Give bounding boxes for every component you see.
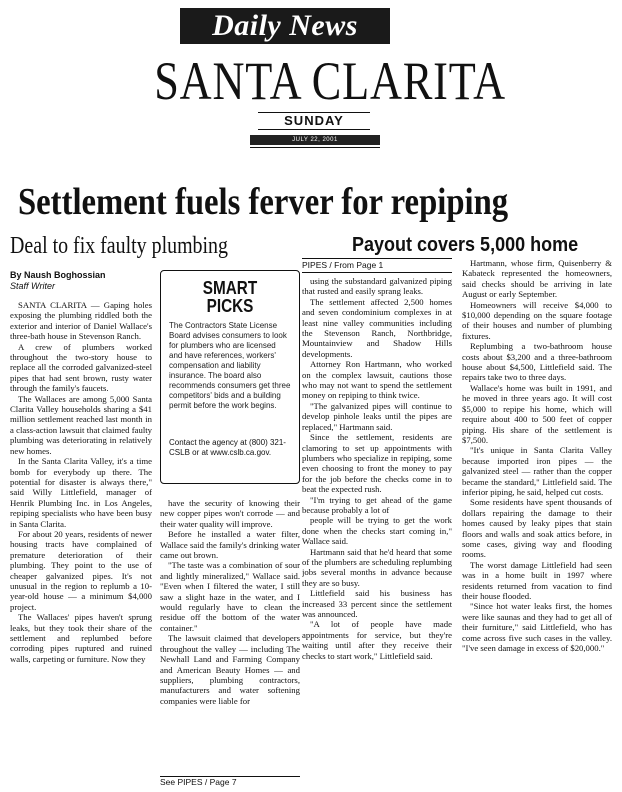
- jump-line-see: See PIPES / Page 7: [160, 776, 300, 787]
- paragraph: Since the settlement, residents are clamoring to set up appointments with plumbers who specialize in repiping, some even choosing to front the money to pay for the job before the checks come in to beat the expected rush.: [302, 432, 452, 495]
- paragraph: Before he installed a water filter, Wallace said the family's drinking water came out brown.: [160, 529, 300, 561]
- smart-picks-title-line1: SMART: [202, 278, 258, 298]
- paragraph: "The taste was a combination of sour and lightly mineralized," Wallace said. "Even when I filtered the water, I still saw a slight haze in the water, and I would regularly have to clean the residue off the bottom of the water container.": [160, 560, 300, 633]
- paragraph: Hartmann, whose firm, Quisenberry & Kabateck represented the homeowners, said checks should be arriving in late August or early September.: [462, 258, 612, 300]
- byline: [10, 270, 106, 292]
- paragraph: Homeowners will receive $4,000 to $10,000 depending on the square footage of their houses and number of plumbing fixtures.: [462, 299, 612, 341]
- paragraph: For about 20 years, residents of newer housing tracts have complained of premature deterioration of their plumbing. They point to the use of cheaper galvanized pipes. It's not unusual in the region to replumb a 10-year-old house — a minimum $4,000 project.: [10, 528, 152, 612]
- masthead-divider: [250, 147, 380, 148]
- smart-picks-title-line2: PICKS: [206, 296, 254, 316]
- paragraph: "Since hot water leaks first, the homes were like saunas and they had to get all of their furniture," said Littlefield, who has come across five such cases in the valley. "I've seen damage in excess of $20,000.": [462, 601, 612, 654]
- article-headline: Settlement fuels ferver for repiping: [18, 181, 509, 223]
- paragraph: "I'm trying to get ahead of the game because probably a lot of: [302, 494, 452, 515]
- article-deck: Deal to fix faulty plumbing: [10, 233, 228, 259]
- smart-picks-contact: Contact the agency at (800) 321-CSLB or at www.cslb.ca.gov.: [169, 438, 286, 457]
- smart-picks-box: [160, 270, 300, 484]
- smart-picks-title: [171, 279, 288, 315]
- masthead-edition: SUNDAY: [258, 112, 370, 130]
- paragraph: In the Santa Clarita Valley, it's a time bomb for everybody up there. The potential for disaster is always there," said Willy Littlefield, manager of Henrik Plumbing Inc. in Los Angeles, repiping specialists who have been busy in Santa Clarita.: [10, 456, 152, 529]
- paragraph: "A lot of people have made appointments for service, but they're waiting until after they receive their checks to start work," Littlefield said.: [302, 619, 452, 661]
- masthead-brand: Daily News: [180, 8, 390, 44]
- paragraph: using the substandard galvanized piping that rusted and easily sprang leaks.: [302, 276, 452, 297]
- article-column-4: [462, 258, 612, 782]
- masthead-city: SANTA CLARITA: [154, 51, 506, 111]
- article-column-3: [302, 276, 452, 782]
- paragraph: A crew of plumbers worked throughout the two-story house to replace all the corroded galvanized-steel pipes that had sent brown, rusty water through the family's faucets.: [10, 341, 152, 394]
- paragraph: The lawsuit claimed that developers throughout the valley — including The Newhall Land and Farming Company and American Beauty Homes — and suppliers, plumbing contractors, manufacturers and water softening companies were liable for: [160, 633, 300, 706]
- byline-role: Staff Writer: [10, 281, 56, 291]
- paragraph: people will be trying to get the work done when the checks start coming in," Wallace said.: [302, 515, 452, 547]
- masthead-date: JULY 22, 2001: [250, 135, 380, 145]
- paragraph: have the security of knowing their new copper pipes won't corrode — and their water quality will improve.: [160, 498, 300, 529]
- paragraph: Some residents have spent thousands of dollars repairing the damage to their homes caused by leaky pipes that stain floors and walls and soak attics before, in some cases, giving way and flooding rooms.: [462, 497, 612, 560]
- byline-name: By Naush Boghossian: [10, 270, 106, 280]
- paragraph: "It's unique in Santa Clarita Valley because imported iron pipes — the galvanized steel — rather than the copper became the standard," Littlefield said. The inferior piping, he said, helped cut costs.: [462, 445, 612, 497]
- paragraph: Littlefield said his business has increased 33 percent since the settlement was announced.: [302, 588, 452, 619]
- paragraph: The worst damage Littlefield had seen was in a home built in 1997 where residents returned from vacation to find their house flooded.: [462, 559, 612, 601]
- article-column-1: [10, 300, 152, 782]
- smart-picks-text: The Contractors State License Board advises consumers to look for plumbers who are licensed and have references, workers' compensation and liability insurance. The board also recommends consumers get three competitors' bids and a building permit before the work begins.: [169, 321, 291, 410]
- paragraph: "The galvanized pipes will continue to develop pinhole leaks until the pipes are replaced," Hartmann said.: [302, 400, 452, 432]
- jump-line-from: PIPES / From Page 1: [302, 258, 452, 273]
- paragraph: SANTA CLARITA — Gaping holes exposing the plumbing riddled both the exterior and interior of Daniel Wallace's three-bath house in Stevenson Ranch.: [10, 300, 152, 342]
- paragraph: Wallace's home was built in 1991, and he moved in three years ago. It will cost $5,000 to repipe his home, which will require about 400 to 500 feet of copper piping. His share of the settlement is $7,500.: [462, 382, 612, 445]
- paragraph: Replumbing a two-bathroom house costs about $3,200 and a three-bathroom house about $4,500, Littlefield said. The repairs take two to three days.: [462, 341, 612, 383]
- article-deck-secondary: Payout covers 5,000 home: [352, 234, 579, 256]
- paragraph: The Wallaces are among 5,000 Santa Clarita Valley households sharing a $41 million settlement reached last month in a class-action lawsuit that claimed faulty plumbing was deteriorating in relatively new homes.: [10, 393, 152, 456]
- paragraph: The settlement affected 2,500 homes and seven condominium complexes in at least nine valley communities including the Stevenson Ranch, Northbridge, Mountainview and Shadow Hills developments.: [302, 296, 452, 359]
- paragraph: Attorney Ron Hartmann, who worked on the complex lawsuit, cautions those who may not want to spend the settlement money on repiping to think twice.: [302, 359, 452, 401]
- paragraph: The Wallaces' pipes haven't sprung leaks, but they took their share of the settlement and replumbed before corroding pipes ruptured and ruined walls, carpeting or furniture. Now they: [10, 612, 152, 664]
- paragraph: Hartmann said that he'd heard that some of the plumbers are scheduling replumbing jobs several months in advance because they are so busy.: [302, 546, 452, 588]
- article-column-2: [160, 498, 300, 776]
